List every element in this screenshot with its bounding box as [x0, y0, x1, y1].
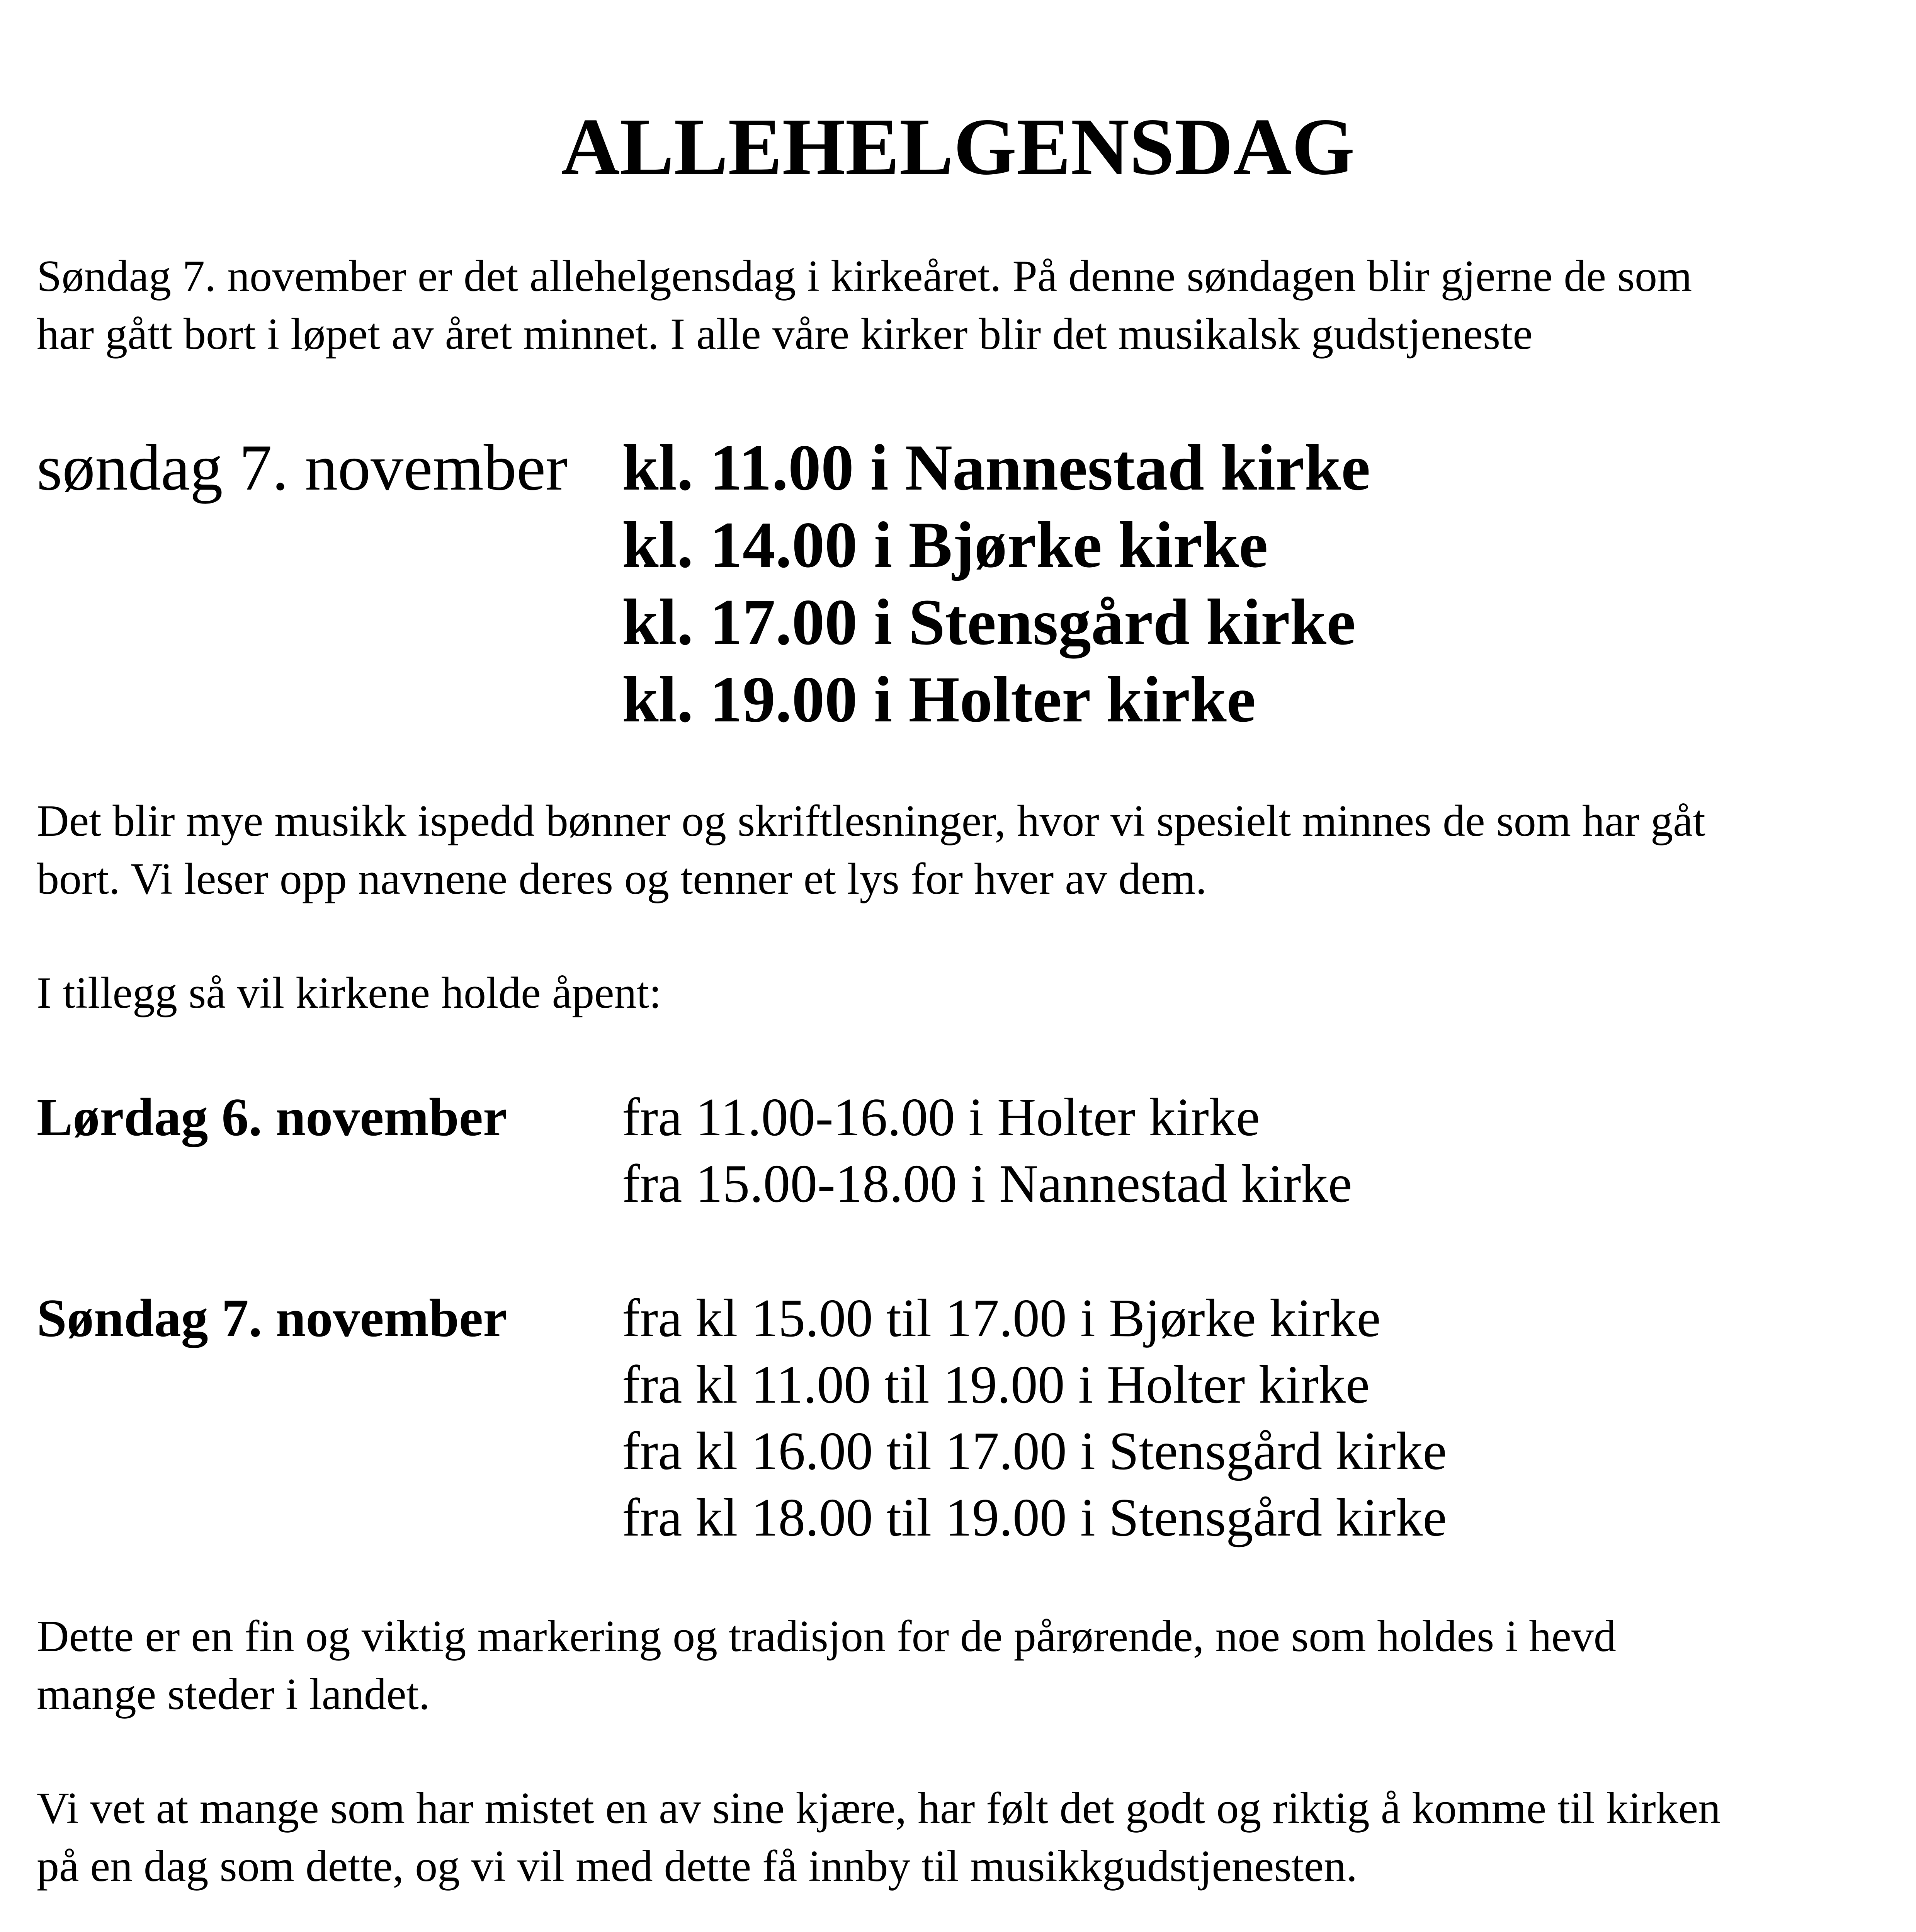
services-day-label: søndag 7. november — [37, 431, 568, 504]
tradition-paragraph — [37, 1607, 1616, 1723]
open-item: fra kl 16.00 til 17.00 i Stensgård kirke — [622, 1421, 1447, 1481]
service-item: kl. 14.00 i Bjørke kirke — [622, 509, 1268, 581]
invite-line: på en dag som dette, og vi vil med dette få innby til musikkgudstjenesten. — [37, 1842, 1358, 1891]
intro-line: Søndag 7. november er det allehelgensdag i kirkeåret. På denne søndagen blir gjerne de som — [37, 252, 1692, 301]
service-item: kl. 11.00 i Nannestad kirke — [622, 431, 1370, 504]
intro-paragraph — [37, 247, 1692, 363]
service-item: kl. 17.00 i Stensgård kirke — [622, 586, 1356, 658]
open-item: fra kl 18.00 til 19.00 i Stensgård kirke — [622, 1488, 1447, 1548]
open-intro-text: I tillegg så vil kirkene holde åpent: — [37, 968, 662, 1018]
music-paragraph — [37, 792, 1705, 908]
intro-line: har gått bort i løpet av året minnet. I alle våre kirker blir det musikalsk gudstjeneste — [37, 310, 1533, 359]
music-line: bort. Vi leser opp navnene deres og tenner et lys for hver av dem. — [37, 854, 1207, 904]
tradition-line: mange steder i landet. — [37, 1670, 430, 1719]
open-item: fra 15.00-18.00 i Nannestad kirke — [622, 1154, 1352, 1214]
open-intro — [37, 964, 661, 1022]
invite-line: Vi vet at mange som har mistet en av sine kjære, har følt det godt og riktig å komme til kirken — [37, 1784, 1721, 1833]
open-item: fra kl 15.00 til 17.00 i Bjørke kirke — [622, 1288, 1381, 1348]
open-saturday-list — [622, 1084, 1352, 1217]
open-sunday-list — [622, 1285, 1447, 1551]
open-saturday-label: Lørdag 6. november — [37, 1087, 507, 1147]
open-item: fra 11.00-16.00 i Holter kirke — [622, 1087, 1260, 1147]
service-item: kl. 19.00 i Holter kirke — [622, 663, 1256, 736]
music-line: Det blir mye musikk ispedd bønner og skriftlesninger, hvor vi spesielt minnes de som har gåt — [37, 796, 1705, 846]
page-title: ALLEHELGENSDAG — [561, 102, 1355, 192]
open-sunday-label: Søndag 7. november — [37, 1288, 507, 1348]
open-item: fra kl 11.00 til 19.00 i Holter kirke — [622, 1355, 1370, 1415]
services-list — [622, 429, 1370, 738]
invite-paragraph — [37, 1779, 1720, 1895]
tradition-line: Dette er en fin og viktig markering og tradisjon for de pårørende, noe som holdes i hevd — [37, 1612, 1616, 1661]
